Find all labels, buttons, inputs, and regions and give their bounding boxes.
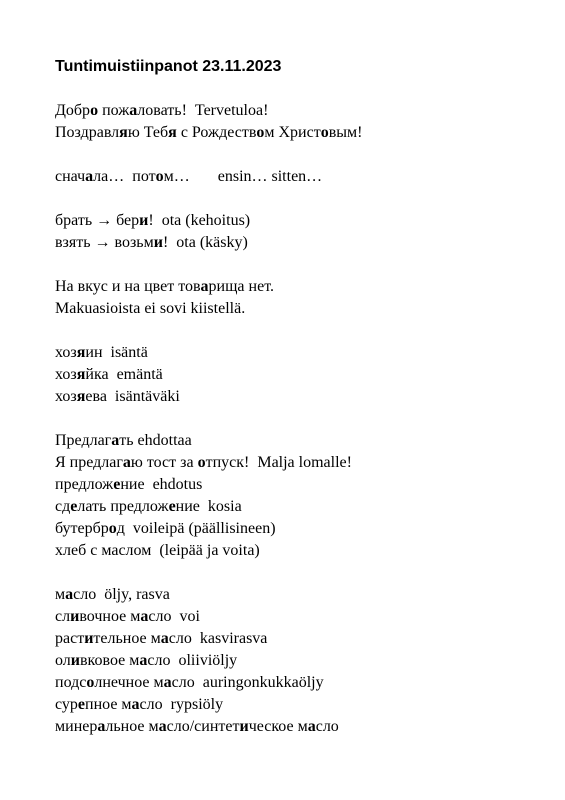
text-line <box>55 342 148 364</box>
stressed-vowel: о <box>90 102 99 119</box>
stressed-vowel: а <box>200 278 209 295</box>
text-line <box>55 430 192 452</box>
text-segment: Предлаг <box>55 432 112 449</box>
text-segment: снач <box>55 168 86 185</box>
text-segment: ла… пот <box>93 168 156 185</box>
stressed-vowel: е <box>70 498 78 515</box>
text-segment: сло öljy, rasva <box>73 586 170 603</box>
text-segment: взять → возьм <box>55 234 154 251</box>
text-line <box>55 474 202 496</box>
text-segment: вковое м <box>80 652 140 669</box>
stressed-vowel: о <box>108 520 117 537</box>
text-line <box>55 716 339 738</box>
text-segment: сло auringonkukkaöljy <box>171 674 324 691</box>
text-segment: ева isäntäväki <box>85 388 180 405</box>
text-line <box>55 100 268 122</box>
text-line <box>55 584 170 606</box>
text-segment: с Рождеств <box>176 124 257 141</box>
text-line <box>55 628 267 650</box>
stressed-vowel: а <box>160 630 169 647</box>
text-segment: тпуск! Malja lomalle! <box>205 454 352 471</box>
text-segment: хоз <box>55 366 77 383</box>
stressed-vowel: е <box>168 498 176 515</box>
stressed-vowel: а <box>129 102 138 119</box>
stressed-vowel: а <box>140 608 149 625</box>
text-segment: льное м <box>105 718 159 735</box>
text-line <box>55 276 274 298</box>
stressed-vowel: а <box>97 718 106 735</box>
stressed-vowel: о <box>320 124 329 141</box>
text-segment: ловать! Tervetuloa! <box>137 102 269 119</box>
stressed-vowel: и <box>70 608 80 625</box>
stressed-vowel: я <box>119 124 128 141</box>
stressed-vowel: а <box>307 718 316 735</box>
text-segment: сл <box>55 608 71 625</box>
text-segment: сло oliiviöljy <box>147 652 238 669</box>
stressed-vowel: а <box>163 674 172 691</box>
stressed-vowel: а <box>85 168 94 185</box>
text-segment: лнечное м <box>94 674 164 691</box>
text-segment: хоз <box>55 388 77 405</box>
text-segment: ческое м <box>248 718 308 735</box>
text-segment: вым! <box>328 124 363 141</box>
stressed-vowel: о <box>155 168 164 185</box>
stressed-vowel: и <box>70 652 80 669</box>
text-line <box>55 364 163 386</box>
text-segment: сд <box>55 498 71 515</box>
text-segment: ть ehdottaa <box>119 432 192 449</box>
text-line <box>55 386 180 408</box>
text-segment: ! ota (käsky) <box>162 234 248 251</box>
stressed-vowel: а <box>65 586 74 603</box>
stressed-vowel: и <box>153 234 163 251</box>
stressed-vowel: е <box>77 696 85 713</box>
text-segment: пож <box>98 102 130 119</box>
text-segment: Поздравл <box>55 124 120 141</box>
text-segment: сло kasvirasva <box>168 630 268 647</box>
text-segment: ние ehdotus <box>120 476 203 493</box>
document-title: Tuntimuistiinpanot 23.11.2023 <box>55 58 282 75</box>
text-line <box>55 518 276 540</box>
stressed-vowel: я <box>76 366 86 383</box>
text-line <box>55 166 322 188</box>
stressed-vowel: а <box>158 718 167 735</box>
text-segment: сло rypsiöly <box>139 696 224 713</box>
text-segment: минер <box>55 718 98 735</box>
text-line <box>55 298 245 320</box>
text-segment: сло <box>315 718 339 735</box>
stressed-vowel: о <box>197 454 206 471</box>
text-segment: ние kosia <box>175 498 242 515</box>
stressed-vowel: и <box>84 630 94 647</box>
text-segment: д voileipä (päällisineen) <box>116 520 276 537</box>
stressed-vowel: я <box>76 388 86 405</box>
text-line <box>55 672 324 694</box>
stressed-vowel: а <box>139 652 148 669</box>
text-segment: ! ota (kehoitus) <box>148 212 251 229</box>
text-segment: На вкус и на цвет тов <box>55 278 201 295</box>
text-segment: бутербр <box>55 520 109 537</box>
stressed-vowel: а <box>131 696 140 713</box>
stressed-vowel: о <box>256 124 265 141</box>
text-segment: подс <box>55 674 87 691</box>
text-segment: хоз <box>55 344 77 361</box>
text-line <box>55 122 362 144</box>
text-segment: сло/синтет <box>166 718 240 735</box>
text-segment: лать предлож <box>77 498 169 515</box>
text-segment: м Христ <box>264 124 321 141</box>
text-line <box>55 452 352 474</box>
text-segment: хлеб с маслом (leipää ja voita) <box>55 542 260 559</box>
stressed-vowel: я <box>76 344 86 361</box>
text-segment: Я предлаг <box>55 454 123 471</box>
stressed-vowel: и <box>239 718 249 735</box>
text-line <box>55 540 260 562</box>
text-segment: Добр <box>55 102 91 119</box>
text-segment: пное м <box>85 696 132 713</box>
stressed-vowel: и <box>139 212 149 229</box>
text-segment: ю Теб <box>127 124 169 141</box>
text-line <box>55 232 248 254</box>
text-segment: сло voi <box>148 608 200 625</box>
text-segment: вочное м <box>79 608 141 625</box>
text-segment: рища нет. <box>208 278 274 295</box>
text-segment: м <box>55 586 66 603</box>
text-segment: йка emäntä <box>85 366 163 383</box>
text-segment: предлож <box>55 476 114 493</box>
text-line <box>55 606 200 628</box>
text-segment: м… ensin… sitten… <box>163 168 323 185</box>
text-line <box>55 694 223 716</box>
text-line <box>55 650 237 672</box>
stressed-vowel: е <box>113 476 121 493</box>
stressed-vowel: о <box>86 674 95 691</box>
text-line <box>55 210 250 232</box>
text-segment: ю тост за <box>130 454 198 471</box>
stressed-vowel: а <box>111 432 120 449</box>
text-line <box>55 496 242 518</box>
text-segment: ин isäntä <box>85 344 148 361</box>
text-segment: раст <box>55 630 85 647</box>
text-segment: тельное м <box>93 630 161 647</box>
stressed-vowel: я <box>168 124 177 141</box>
text-segment: ол <box>55 652 71 669</box>
text-segment: Makuasioista ei sovi kiistellä. <box>55 300 246 317</box>
stressed-vowel: а <box>122 454 131 471</box>
text-segment: брать → бер <box>55 212 140 229</box>
text-segment: сур <box>55 696 78 713</box>
